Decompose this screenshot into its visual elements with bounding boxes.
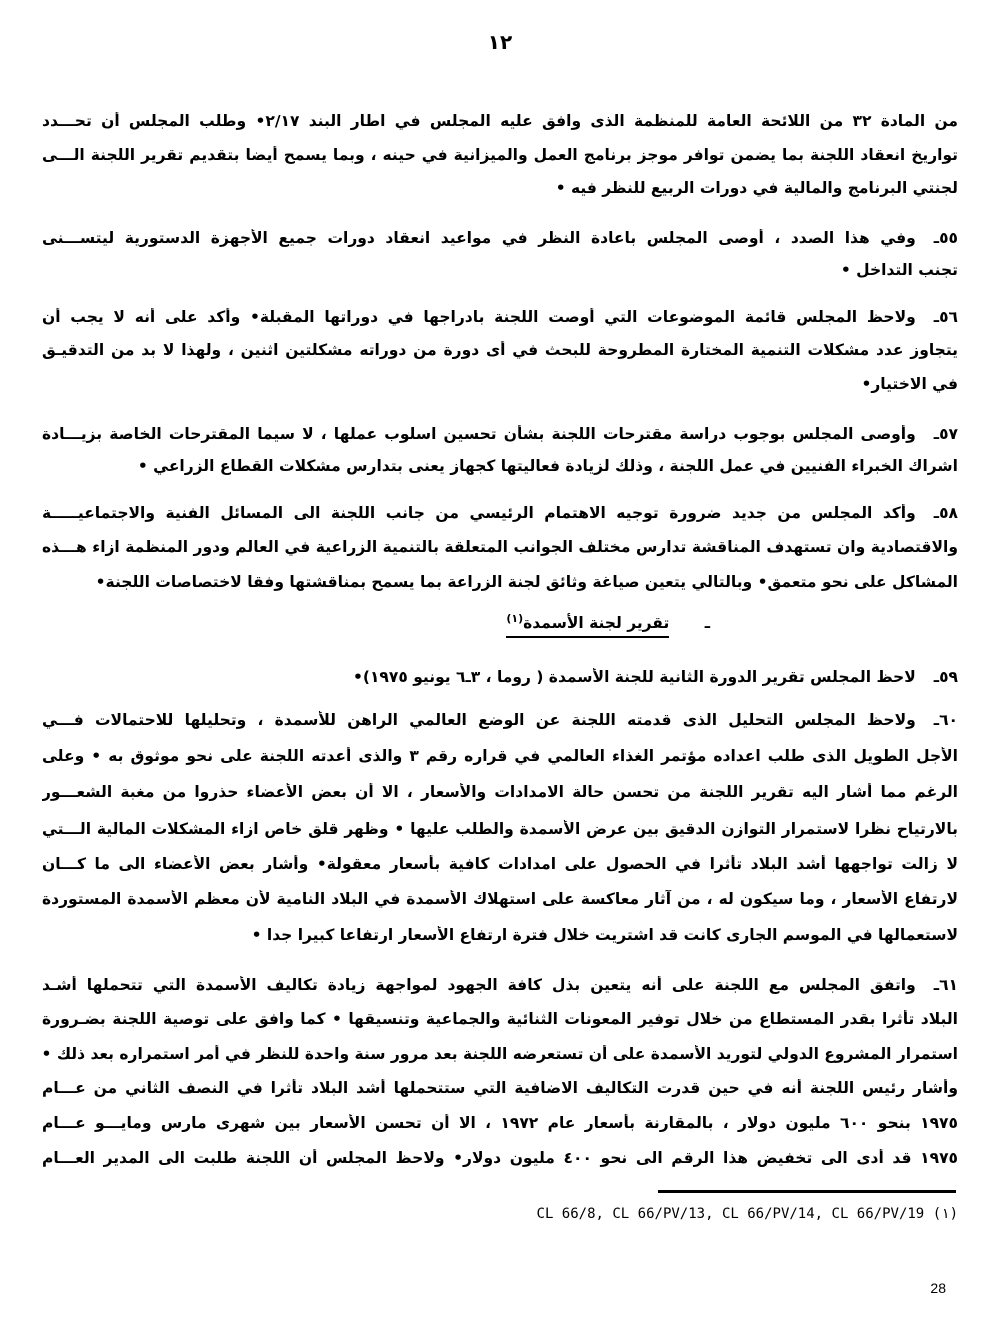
text-line bbox=[42, 970, 958, 1000]
text-line bbox=[42, 106, 958, 136]
line-text: ولاحظ المجلس التحليل الذى قدمته اللجنة عن الوضع العالمي الراهن للأسمدة ، وتحليلها للاحتمالات فـــي bbox=[42, 711, 916, 729]
line-text: في الاختيار• bbox=[861, 375, 958, 393]
line-text: والاقتصادية وان تستهدف المناقشة تدارس مختلف الجوانب المتعلقة بالتنمية الزراعية في العالم ودور المنظمة ازاء هـــذه bbox=[42, 538, 958, 556]
paragraph-number: ٥٦ـ bbox=[933, 308, 958, 326]
footnote-divider bbox=[658, 1190, 956, 1193]
text-line bbox=[42, 705, 958, 735]
text-line bbox=[42, 777, 958, 807]
text-line bbox=[42, 498, 958, 528]
text-line bbox=[42, 451, 958, 481]
text-line bbox=[42, 1143, 958, 1173]
text-line bbox=[42, 1039, 958, 1069]
line-text: من المادة ٣٢ من اللائحة العامة للمنظمة الذى وافق عليه المجلس في اطار البند ٢/١٧• وطلب المجلس أن تحـــدد bbox=[42, 112, 958, 130]
line-text: المشاكل على نحو متعمق• وبالتالي يتعين صياغة وثائق لجنة الزراعة بما يسمح بمناقشتها وفقا لاختصاصات اللجنة• bbox=[95, 573, 958, 591]
line-text: تواريخ انعقاد اللجنة بما يضمن توافر موجز برنامج العمل والميزانية في حينه ، وبما يسمح أيضا بتقديم تقرير اللجنة الـــى bbox=[42, 146, 958, 164]
text-line bbox=[42, 335, 958, 365]
line-text: ١٩٧٥ بنحو ٦٠٠ مليون دولار ، بالمقارنة بأسعار عام ١٩٧٢ ، الا أن تحسن الأسعار بين شهرى مارس ومايـــو عـــام bbox=[42, 1114, 958, 1132]
text-line bbox=[42, 884, 958, 914]
text-line bbox=[42, 662, 958, 692]
heading-dash: ـ bbox=[704, 614, 710, 633]
line-text: وأوصى المجلس بوجوب دراسة مقترحات اللجنة بشأن تحسين اسلوب عملها ، لا سيما المقترحات الخاصة بزيـــادة bbox=[42, 425, 916, 443]
text-line bbox=[42, 849, 958, 879]
line-text: لاحظ المجلس تقرير الدورة الثانية للجنة الأسمدة ( روما ، ٣ـ٦ يونيو ١٩٧٥)• bbox=[352, 668, 916, 686]
text-line bbox=[42, 223, 958, 253]
text-line bbox=[42, 302, 958, 332]
line-text: تجنب التداخل • bbox=[840, 261, 958, 279]
line-text: وأكد المجلس من جديد ضرورة توجيه الاهتمام الرئيسي من جانب اللجنة الى المسائل الفنية والاجتماعيـــــة bbox=[42, 504, 916, 522]
line-text: ولاحظ المجلس قائمة الموضوعات التي أوصت اللجنة بادراجها في دوراتها المقبلة• وأكد على أنه لا يجب أن bbox=[42, 308, 916, 326]
line-text: ١٩٧٥ قد أدى الى تخفيض هذا الرقم الى نحو ٤٠٠ مليون دولار• ولاحظ المجلس أن اللجنة طلبت الى المدير العـــام bbox=[42, 1149, 958, 1167]
line-text: لا زالت تواجهها أشد البلاد تأثرا في الحصول على امدادات كافية بأسعار معقولة• وأشار بعض الأعضاء الى ما كـــان bbox=[42, 855, 958, 873]
text-line bbox=[42, 173, 958, 203]
paragraph-number: ٥٧ـ bbox=[933, 425, 958, 443]
text-line bbox=[42, 1004, 958, 1034]
line-text: الرغم مما أشار اليه تقرير اللجنة من تحسن حالة الامدادات والأسعار ، الا أن بعض الأعضاء حذروا من مغبة الشعـــور bbox=[42, 783, 958, 801]
page-number-bottom: 28 bbox=[930, 1280, 946, 1296]
text-line bbox=[42, 369, 958, 399]
line-text: واتفق المجلس مع اللجنة على أنه يتعين بذل كافة الجهود لمواجهة زيادة تكاليف الأسمدة التي تتحملها أشـد bbox=[42, 976, 916, 994]
line-text: لاستعمالها في الموسم الجارى كانت قد اشتريت خلال فترة ارتفاع الأسعار ارتفاعا كبيرا جدا • bbox=[251, 926, 958, 944]
text-line bbox=[42, 741, 958, 771]
line-text: البلاد تأثرا بقدر المستطاع من خلال توفير المعونات الثنائية والجماعية وتنسيقها • كما وافق على توصية اللجنة بضـرورة bbox=[42, 1010, 958, 1028]
paragraph-number: ٥٨ـ bbox=[933, 504, 958, 522]
page-number-top: ١٢ bbox=[487, 30, 513, 54]
heading-title: تقرير لجنة الأسمدة$^{(١)}$ bbox=[506, 614, 669, 638]
text-line bbox=[42, 140, 958, 170]
section-heading bbox=[506, 612, 710, 632]
paragraph-number: ٦٠ـ bbox=[933, 711, 958, 729]
text-line bbox=[42, 255, 958, 285]
footnote bbox=[537, 1206, 958, 1222]
footnote-marker: (١) bbox=[932, 1206, 958, 1222]
line-text: لجنتي البرنامج والمالية في دورات الربيع للنظر فيه • bbox=[555, 179, 958, 197]
paragraph-number: ٦١ـ bbox=[933, 976, 958, 994]
text-line bbox=[42, 814, 958, 844]
text-line bbox=[42, 567, 958, 597]
line-text: وفي هذا الصدد ، أوصى المجلس باعادة النظر في مواعيد انعقاد دورات جميع الأجهزة الدستورية ليتســـنى bbox=[42, 229, 916, 247]
text-line bbox=[42, 532, 958, 562]
line-text: استمرار المشروع الدولي لتوريد الأسمدة على أن تستعرضه اللجنة بعد مرور سنة واحدة للنظر في أمر استمراره بعد ذلك • bbox=[42, 1045, 958, 1063]
line-text: الأجل الطويل الذى طلب اعداده مؤتمر الغذاء العالمي في قراره رقم ٣ والذى أعدته اللجنة على نحو موثوق به • وعلى bbox=[42, 747, 958, 765]
text-line bbox=[42, 1108, 958, 1138]
text-line bbox=[42, 419, 958, 449]
line-text: لارتفاع الأسعار ، وما سيكون له ، من آثار معاكسة على استهلاك الأسمدة في البلاد النامية لأن معظم الأسمدة المستوردة bbox=[42, 890, 958, 908]
line-text: اشراك الخبراء الفنيين في عمل اللجنة ، وذلك لزيادة فعاليتها كجهاز يعنى بتدارس مشكلات القطاع الزراعي • bbox=[137, 457, 958, 475]
text-line bbox=[42, 1073, 958, 1103]
text-line bbox=[42, 920, 958, 950]
paragraph-number: ٥٥ـ bbox=[933, 229, 958, 247]
line-text: بالارتياح نظرا لاستمرار التوازن الدقيق بين عرض الأسمدة والطلب عليها • وظهر قلق خاص ازاء المشكلات المالية الـــتي bbox=[42, 820, 958, 838]
line-text: يتجاوز عدد مشكلات التنمية المختارة المطروحة للبحث في أى دورة من دوراته مشكلتين اثنين ، ولهذا لا بد من التدقيـق bbox=[42, 341, 958, 359]
line-text: وأشار رئيس اللجنة أنه في حين قدرت التكاليف الاضافية التي ستتحملها أشد البلاد تأثرا في النصف الثاني من عـــام bbox=[42, 1079, 958, 1097]
paragraph-number: ٥٩ـ bbox=[933, 668, 958, 686]
footnote-ref: (١) bbox=[506, 612, 524, 625]
footnote-text: CL 66/8, CL 66/PV/13, CL 66/PV/14, CL 66/PV/19 bbox=[536, 1206, 925, 1222]
